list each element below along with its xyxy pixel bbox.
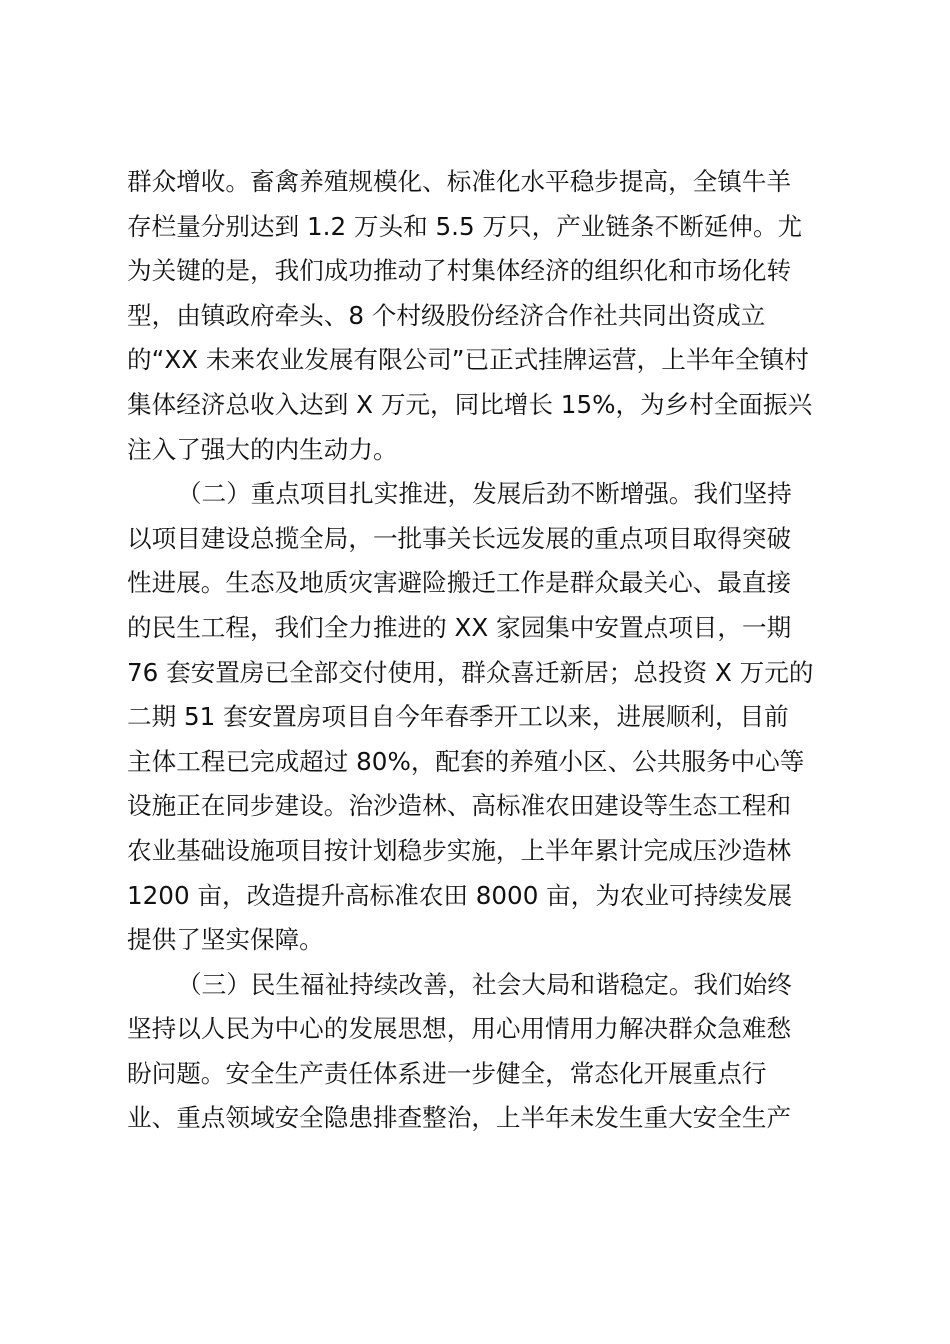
text-line: 注入了强大的内生动力。 [127,434,398,464]
text-line: 农业基础设施项目按计划稳步实施，上半年累计完成压沙造林 [127,835,792,865]
text-line: 的“XX 未来农业发展有限公司”已正式挂牌运营，上半年全镇村 [127,345,809,375]
text-line: 76 套安置房已全部交付使用，群众喜迁新居；总投资 X 万元的 [127,657,814,687]
text-line: 存栏量分别达到 1.2 万头和 5.5 万只，产业链条不断延伸。尤 [127,211,803,241]
text-line: 1200 亩，改造提升高标准农田 8000 亩，为农业可持续发展 [127,880,793,910]
text-line: 性进展。生态及地质灾害避险搬迁工作是群众最关心、最直接 [127,568,792,598]
text-line: 的民生工程，我们全力推进的 XX 家园集中安置点项目，一期 [127,612,792,642]
text-line: 盼问题。安全生产责任体系进一步健全，常态化开展重点行 [127,1058,767,1088]
text-line: 坚持以人民为中心的发展思想，用心用情用力解决群众急难愁 [127,1014,792,1044]
text-line: 设施正在同步建设。治沙造林、高标准农田建设等生态工程和 [127,791,792,821]
section-heading-line: （二）重点项目扎实推进，发展后劲不断增强。我们坚持 [177,479,792,509]
text-line: 二期 51 套安置房项目自今年春季开工以来，进展顺利，目前 [127,702,789,732]
section-heading-line: （三）民生福祉持续改善，社会大局和谐稳定。我们始终 [177,969,792,999]
text-line: 提供了坚实保障。 [127,925,324,955]
text-line: 主体工程已完成超过 80%，配套的养殖小区、公共服务中心等 [127,746,805,776]
text-line: 集体经济总收入达到 X 万元，同比增长 15%，为乡村全面振兴 [127,389,813,419]
body-text [127,160,847,1141]
text-line: 业、重点领域安全隐患排查整治，上半年未发生重大安全生产 [127,1103,792,1133]
text-line: 为关键的是，我们成功推动了村集体经济的组织化和市场化转 [127,256,792,286]
text-line: 型，由镇政府牵头、8 个村级股份经济合作社共同出资成立 [127,300,766,330]
text-line: 群众增收。畜禽养殖规模化、标准化水平稳步提高，全镇牛羊 [127,167,792,196]
text-line: 以项目建设总揽全局，一批事关长远发展的重点项目取得突破 [127,523,792,553]
